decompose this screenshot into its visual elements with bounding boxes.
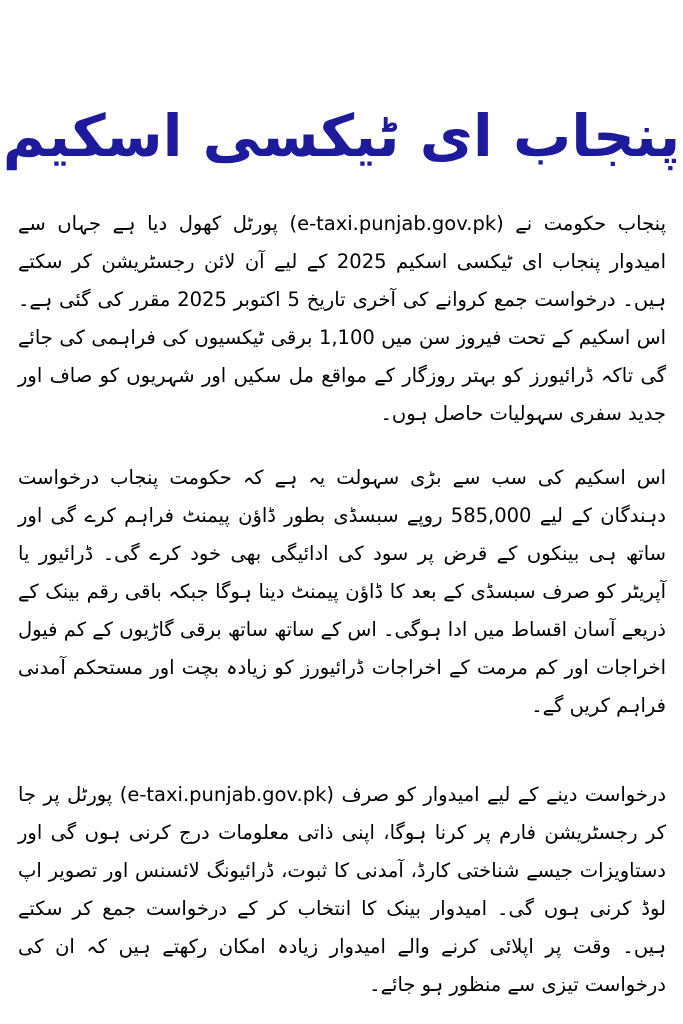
page-title: پنجاب ای ٹیکسی اسکیم (2, 101, 681, 170)
paragraph-subsidy-details: اس اسکیم کی سب سے بڑی سہولت یہ ہے کہ حکومت پنجاب درخواست دہندگان کے لیے 585,000 روپے سبسڈی بطور ڈاؤن پیمنٹ فراہم کرے گی اور ساتھ ہی بینکوں کے قرض پر سود کی ادائیگی بھی خود کرے گی۔ ڈرائیور یا آپریٹر کو صرف سبسڈی کے بعد کا ڈاؤن پیمنٹ دینا ہوگا جبکہ باقی رقم بینک کے ذریعے آسان اقساط میں ادا ہوگی۔ اس کے ساتھ ساتھ برقی گاڑیوں کے کم فیول اخراجات اور کم مرمت کے اخراجات ڈرائیورز کو زیادہ بچت اور مستحکم آمدنی فراہم کریں گے۔ (18, 466, 666, 717)
paragraph-application-process: درخواست دینے کے لیے امیدوار کو صرف (e-taxi.punjab.gov.pk) پورٹل پر جا کر رجسٹریشن فارم پر کرنا ہوگا، اپنی ذاتی معلومات درج کرنی ہوں گی اور دستاویزات جیسے شناختی کارڈ، آمدنی کا ثبوت، ڈرائیونگ لائسنس اور تصویر اپ لوڈ کرنی ہوں گی۔ امیدوار بینک کا انتخاب کر کے درخواست جمع کر سکتے ہیں۔ وقت پر اپلائی کرنے والے امیدوار زیادہ امکان رکھتے ہیں کہ ان کی درخواست تیزی سے منظور ہو جائے۔ (18, 783, 667, 996)
paragraph-portal-intro: پنجاب حکومت نے (e-taxi.punjab.gov.pk) پورٹل کھول دیا ہے جہاں سے امیدوار پنجاب ای ٹیکسی اسکیم 2025 کے لیے آن لائن رجسٹریشن کر سکتے ہیں۔ درخواست جمع کروانے کی آخری تاریخ 5 اکتوبر 2025 مقرر کی گئی ہے۔ اس اسکیم کے تحت فیروز سن میں 1,100 برقی ٹیکسیوں کی فراہمی کی جائے گی تاکہ ڈرائیورز کو بہتر روزگار کے مواقع مل سکیں اور شہریوں کو صاف اور جدید سفری سہولیات حاصل ہوں۔ (18, 212, 667, 425)
